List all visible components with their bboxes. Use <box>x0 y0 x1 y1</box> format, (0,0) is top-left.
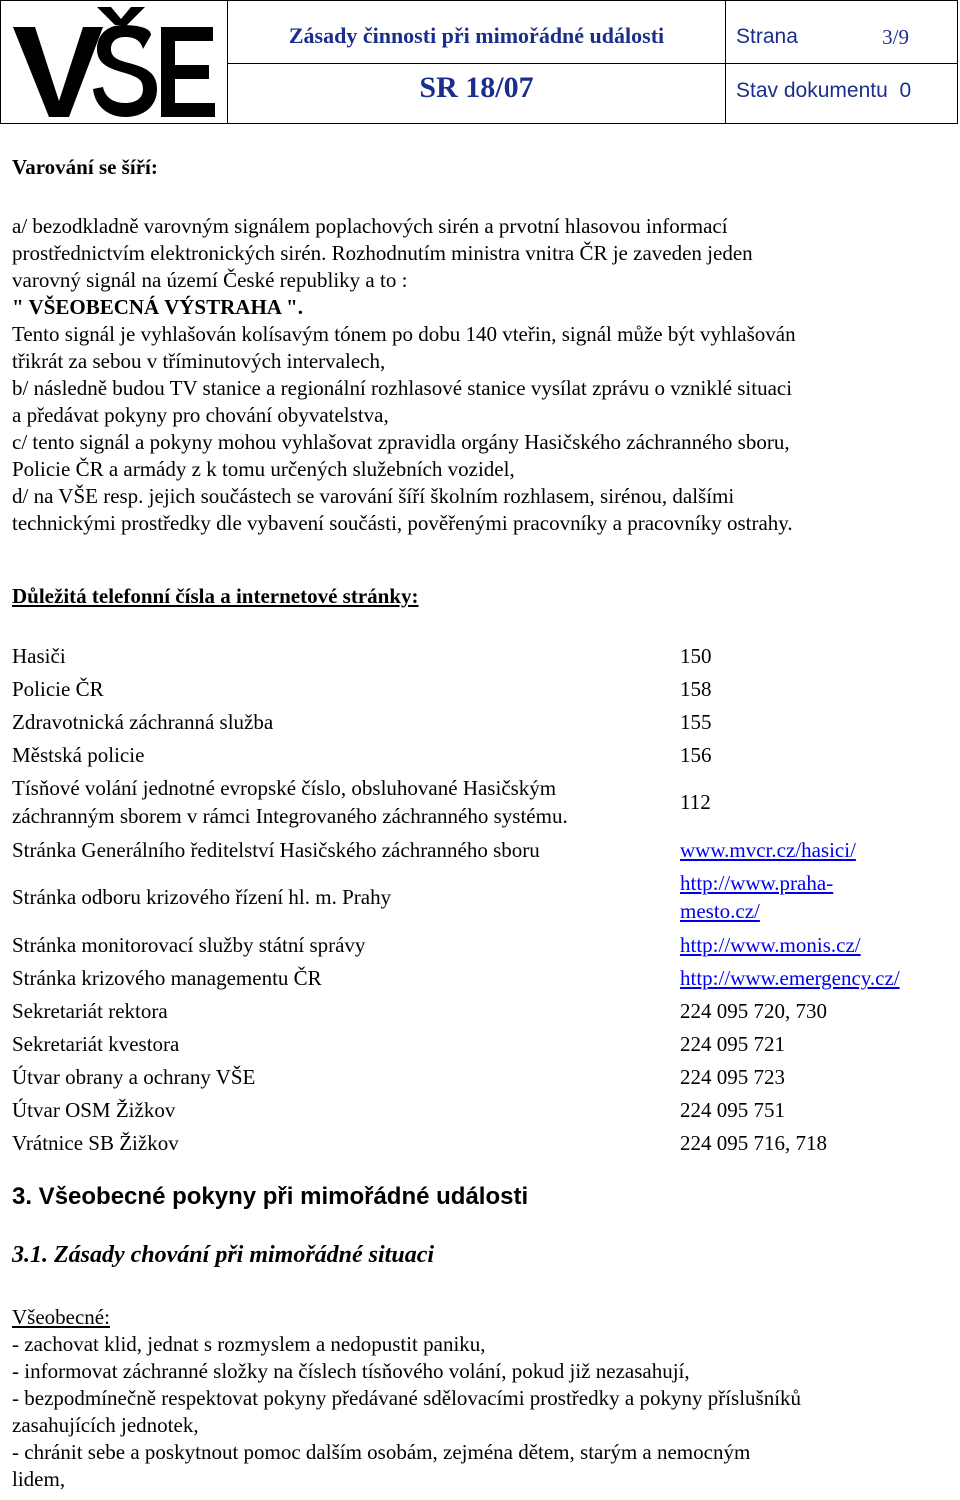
page-label: Strana <box>736 25 798 48</box>
status-label: Stav dokumentu <box>736 79 888 102</box>
warning-line: třikrát za sebou v tříminutových intervalech, <box>12 349 386 373</box>
contact-label: Policie ČR <box>12 677 104 701</box>
contact-value: 156 <box>680 743 712 767</box>
warning-line: technickými prostředky dle vybavení součásti, pověřenými pracovníky a pracovníky ostrahy. <box>12 511 793 535</box>
vse-logo-icon <box>11 5 217 119</box>
document-header <box>0 0 958 124</box>
contact-value: 224 095 716, 718 <box>680 1131 827 1155</box>
contact-value: 158 <box>680 677 712 701</box>
list-item: zasahujících jednotek, <box>12 1413 199 1437</box>
contact-label: Útvar obrany a ochrany VŠE <box>12 1065 256 1089</box>
status-value: 0 <box>899 79 912 102</box>
contact-value: 224 095 751 <box>680 1098 785 1122</box>
contact-label: Útvar OSM Žižkov <box>12 1098 176 1122</box>
warning-line: a/ bezodkladně varovným signálem poplachových sirén a prvotní hlasovou informací <box>12 214 728 238</box>
warning-line: c/ tento signál a pokyny mohou vyhlašovat zpravidla orgány Hasičského záchranného sboru, <box>12 430 790 454</box>
warning-line: a předávat pokyny pro chování obyvatelstva, <box>12 403 389 427</box>
contact-label: Městská policie <box>12 743 145 767</box>
contact-label: Stránka krizového managementu ČR <box>12 966 322 990</box>
list-item: - zachovat klid, jednat s rozmyslem a nedopustit paniku, <box>12 1332 486 1356</box>
contact-link-cont[interactable]: mesto.cz/ <box>680 899 760 923</box>
list-item: - informovat záchranné složky na číslech tísňového volání, pokud již nezasahují, <box>12 1359 690 1383</box>
header-title-cell <box>228 1 726 123</box>
contact-label: Zdravotnická záchranná služba <box>12 710 274 734</box>
subsection-heading: 3.1. Zásady chování při mimořádné situaci <box>12 1242 435 1268</box>
contact-label: Tísňové volání jednotné evropské číslo, obsluhované Hasičským <box>12 776 557 800</box>
contact-value: 224 095 720, 730 <box>680 999 827 1023</box>
contact-value: 112 <box>680 790 711 814</box>
contact-value: 224 095 721 <box>680 1032 785 1056</box>
warning-paragraph <box>12 213 952 537</box>
contact-label: Sekretariát rektora <box>12 999 168 1023</box>
contact-link[interactable]: http://www.emergency.cz/ <box>680 966 900 990</box>
list-item: - chránit sebe a poskytnout pomoc dalším osobám, zejména dětem, starým a nemocným <box>12 1440 751 1464</box>
contact-label-cont: záchranným sborem v rámci Integrovaného záchranného systému. <box>12 804 568 828</box>
contact-label: Stránka odboru krizového řízení hl. m. Prahy <box>12 885 392 909</box>
general-rules <box>12 1304 952 1493</box>
warning-heading: Varování se šíří: <box>12 155 158 179</box>
section-heading: 3. Všeobecné pokyny při mimořádné události <box>12 1183 529 1210</box>
contact-value: 150 <box>680 644 712 668</box>
contact-label: Sekretariát kvestora <box>12 1032 180 1056</box>
list-item: lidem, <box>12 1467 66 1491</box>
warning-line: Tento signál je vyhlašován kolísavým tónem po dobu 140 vteřin, signál může být vyhlašován <box>12 322 796 346</box>
contact-link[interactable]: http://www.monis.cz/ <box>680 933 861 957</box>
warning-line: varovný signál na území České republiky a to : <box>12 268 408 292</box>
warning-line: Policie ČR a armády z k tomu určených služebních vozidel, <box>12 457 515 481</box>
page-number: 3/9 <box>882 25 909 49</box>
general-label: Všeobecné: <box>12 1305 110 1329</box>
vse-logo <box>1 1 228 123</box>
contacts-heading: Důležitá telefonní čísla a internetové stránky: <box>12 584 419 608</box>
contact-label: Vrátnice SB Žižkov <box>12 1131 179 1155</box>
warning-line: prostřednictvím elektronických sirén. Rozhodnutím ministra vnitra ČR je zaveden jeden <box>12 241 753 265</box>
contact-value: 224 095 723 <box>680 1065 785 1089</box>
contact-link[interactable]: http://www.praha- <box>680 871 834 895</box>
contact-label: Hasiči <box>12 644 66 668</box>
warning-line: d/ na VŠE resp. jejich součástech se varování šíří školním rozhlasem, sirénou, dalšími <box>12 484 735 508</box>
warning-line: b/ následně budou TV stanice a regionální rozhlasové stanice vysílat zprávu o vzniklé situaci <box>12 376 793 400</box>
header-meta-cell <box>726 1 957 123</box>
list-item: - bezpodmínečně respektovat pokyny předávané sdělovacími prostředky a pokyny příslušníků <box>12 1386 802 1410</box>
contact-value: 155 <box>680 710 712 734</box>
contact-label: Stránka monitorovací služby státní správy <box>12 933 366 957</box>
warning-signal-name: " VŠEOBECNÁ VÝSTRAHA ". <box>12 295 303 319</box>
document-status <box>736 79 911 103</box>
contact-label: Stránka Generálního ředitelství Hasičského záchranného sboru <box>12 838 540 862</box>
document-title: Zásady činnosti při mimořádné události <box>288 23 665 48</box>
document-code: SR 18/07 <box>419 71 534 104</box>
contact-link[interactable]: www.mvcr.cz/hasici/ <box>680 838 856 862</box>
